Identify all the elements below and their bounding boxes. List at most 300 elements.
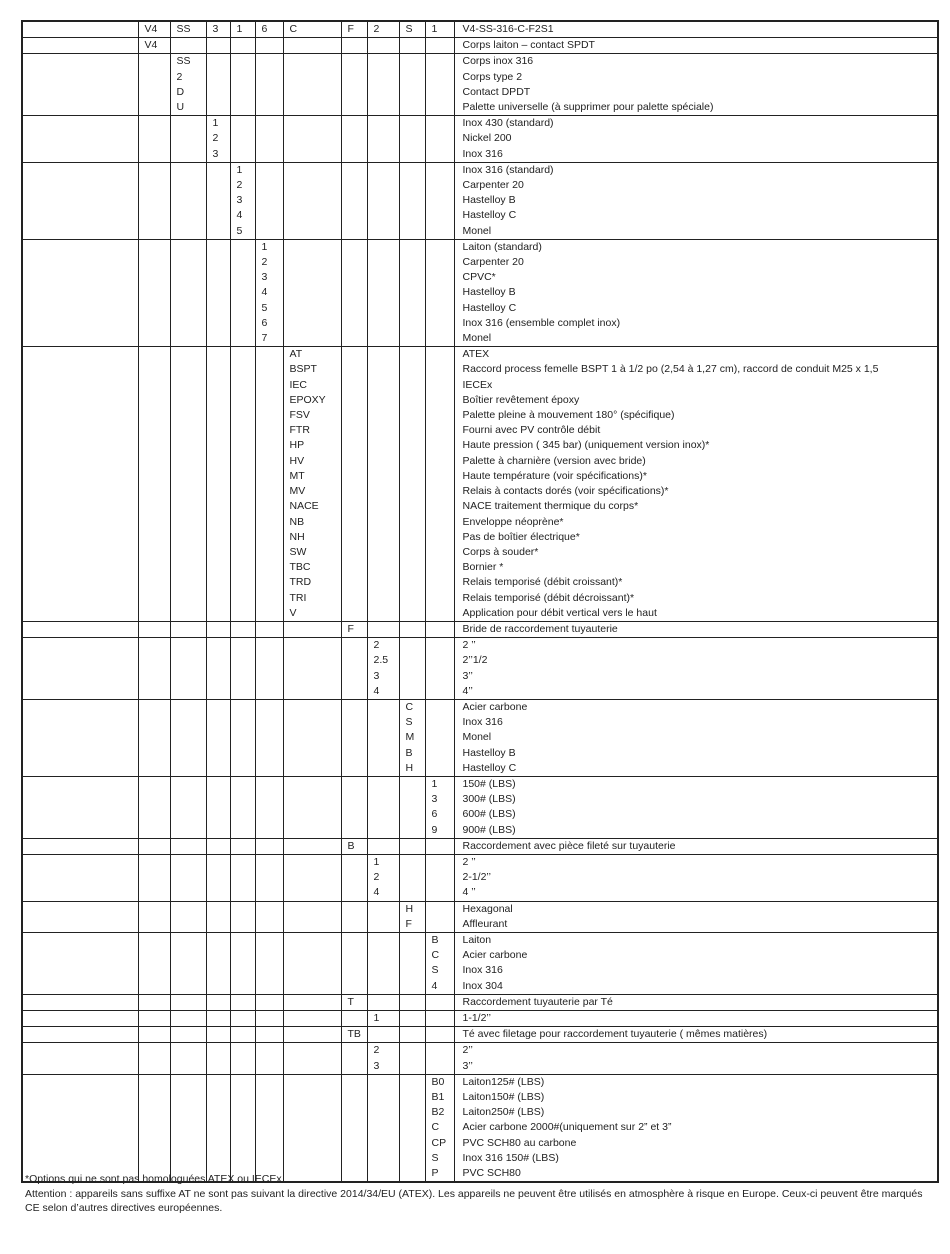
empty-cell — [399, 347, 425, 622]
option-code: SS — [176, 55, 191, 68]
empty-cell — [255, 699, 283, 776]
description-cell — [454, 347, 938, 622]
option-code: NH — [289, 530, 305, 543]
option-code: C — [431, 949, 440, 962]
option-description: Boîtier revêtement époxy — [462, 393, 580, 406]
header-code-cell: SS — [170, 21, 206, 38]
empty-cell — [230, 239, 255, 346]
empty-cell — [138, 994, 170, 1010]
empty-cell — [138, 776, 170, 838]
option-description: Affleurant — [462, 917, 508, 930]
option-code: 2.5 — [373, 654, 389, 667]
empty-cell — [283, 932, 341, 994]
empty-cell — [170, 162, 206, 239]
empty-cell — [341, 1011, 367, 1027]
option-group-row — [22, 116, 938, 163]
option-description: CPVC* — [462, 271, 496, 284]
option-description: Fourni avec PV contrôle débit — [462, 424, 601, 437]
empty-cell — [425, 116, 454, 163]
option-code: 1 — [261, 240, 268, 253]
option-description: Laiton250# (LBS) — [462, 1106, 545, 1119]
empty-cell — [399, 116, 425, 163]
option-description: 3’’ — [462, 669, 473, 682]
option-group-row — [22, 854, 938, 901]
empty-cell — [399, 162, 425, 239]
empty-cell — [170, 116, 206, 163]
empty-cell — [283, 116, 341, 163]
option-group-row — [22, 699, 938, 776]
header-code-cell: 1 — [230, 21, 255, 38]
option-description: Hastelloy C — [462, 761, 517, 774]
empty-cell — [425, 1011, 454, 1027]
option-code: 3 — [373, 669, 380, 682]
empty-cell — [255, 932, 283, 994]
option-description: Raccord process femelle BSPT 1 à 1/2 po (2,54 à 1,27 cm), raccord de conduit M25 x 1,5 — [462, 363, 879, 376]
empty-cell — [255, 901, 283, 932]
option-description: Corps inox 316 — [462, 55, 534, 68]
empty-cell — [138, 162, 170, 239]
empty-cell — [206, 347, 230, 622]
empty-cell — [255, 38, 283, 54]
empty-cell — [399, 854, 425, 901]
option-code: EPOXY — [289, 393, 326, 406]
empty-cell — [283, 901, 341, 932]
description-cell — [454, 638, 938, 700]
empty-cell — [283, 838, 341, 854]
option-description: Hastelloy C — [462, 301, 517, 314]
empty-cell — [138, 621, 170, 637]
option-description: 3’’ — [462, 1059, 473, 1072]
empty-cell — [138, 239, 170, 346]
empty-cell — [399, 1027, 425, 1043]
option-code: B0 — [431, 1075, 445, 1088]
empty-cell — [425, 901, 454, 932]
empty-cell — [255, 776, 283, 838]
code-cell — [341, 1027, 367, 1043]
code-cell — [170, 54, 206, 116]
code-cell — [367, 854, 399, 901]
empty-cell — [341, 638, 367, 700]
option-description: Corps à souder* — [462, 545, 539, 558]
header-code-cell: 3 — [206, 21, 230, 38]
description-cell — [454, 1011, 938, 1027]
empty-cell — [341, 901, 367, 932]
empty-cell — [367, 1074, 399, 1182]
option-group-row — [22, 162, 938, 239]
option-code: 1 — [236, 163, 243, 176]
empty-cell — [170, 838, 206, 854]
option-code: 3 — [212, 147, 219, 160]
header-blank-cell — [22, 21, 138, 38]
empty-cell — [341, 54, 367, 116]
empty-cell — [367, 54, 399, 116]
option-description: Inox 316 150# (LBS) — [462, 1151, 559, 1164]
option-description: Laiton125# (LBS) — [462, 1075, 545, 1088]
option-code: 2 — [176, 70, 183, 83]
option-code: TBC — [289, 561, 311, 574]
empty-cell — [206, 1027, 230, 1043]
option-description: 900# (LBS) — [462, 823, 516, 836]
option-code: B — [347, 839, 355, 852]
option-code: NACE — [289, 500, 319, 513]
option-code: U — [176, 101, 185, 114]
option-description: Inox 316 (standard) — [462, 163, 554, 176]
option-code: AT — [289, 348, 303, 361]
empty-cell — [283, 239, 341, 346]
option-description: Acier carbone 2000#(uniquement sur 2” et 3” — [462, 1121, 672, 1134]
empty-cell — [170, 638, 206, 700]
option-group-row — [22, 1011, 938, 1027]
empty-cell — [206, 1043, 230, 1074]
empty-cell — [138, 838, 170, 854]
description-cell — [454, 621, 938, 637]
option-description: Monel — [462, 731, 492, 744]
description-cell — [454, 1027, 938, 1043]
description-cell — [454, 1074, 938, 1182]
option-code: FSV — [289, 409, 310, 422]
empty-cell — [206, 994, 230, 1010]
header-code-cell: S — [399, 21, 425, 38]
option-code: SW — [289, 545, 307, 558]
header-code-cell: F — [341, 21, 367, 38]
option-code: 4 — [236, 209, 243, 222]
empty-cell — [22, 1011, 138, 1027]
option-description: Inox 316 — [462, 716, 503, 729]
option-code: 5 — [236, 224, 243, 237]
empty-cell — [255, 1043, 283, 1074]
empty-cell — [230, 621, 255, 637]
empty-cell — [22, 54, 138, 116]
empty-cell — [206, 1074, 230, 1182]
empty-cell — [399, 38, 425, 54]
table-body — [22, 21, 938, 1182]
header-example-code: V4-SS-316-C-F2S1 — [454, 21, 938, 38]
empty-cell — [399, 638, 425, 700]
empty-cell — [399, 838, 425, 854]
description-cell — [454, 116, 938, 163]
empty-cell — [138, 699, 170, 776]
empty-cell — [230, 854, 255, 901]
option-description: Hastelloy B — [462, 286, 516, 299]
empty-cell — [206, 54, 230, 116]
code-cell — [341, 838, 367, 854]
empty-cell — [283, 162, 341, 239]
code-cell — [399, 901, 425, 932]
option-description: 300# (LBS) — [462, 793, 516, 806]
empty-cell — [170, 239, 206, 346]
option-code: 3 — [373, 1059, 380, 1072]
empty-cell — [230, 638, 255, 700]
empty-cell — [22, 1074, 138, 1182]
empty-cell — [22, 1043, 138, 1074]
option-code: C — [405, 700, 414, 713]
empty-cell — [170, 932, 206, 994]
header-code-cell: 2 — [367, 21, 399, 38]
option-code: MV — [289, 485, 306, 498]
option-code: 1 — [212, 117, 219, 130]
empty-cell — [138, 1027, 170, 1043]
empty-cell — [22, 638, 138, 700]
empty-cell — [170, 347, 206, 622]
option-code: 5 — [261, 301, 268, 314]
empty-cell — [138, 1043, 170, 1074]
option-code: B — [405, 746, 413, 759]
empty-cell — [255, 621, 283, 637]
empty-cell — [230, 1011, 255, 1027]
empty-cell — [22, 621, 138, 637]
empty-cell — [22, 854, 138, 901]
option-code: NB — [289, 515, 305, 528]
empty-cell — [255, 162, 283, 239]
model-code-table — [21, 20, 939, 1183]
empty-cell — [425, 162, 454, 239]
description-cell — [454, 838, 938, 854]
empty-cell — [283, 1074, 341, 1182]
option-description: 4’’ — [462, 684, 473, 697]
option-description: 600# (LBS) — [462, 808, 516, 821]
option-description: Laiton (standard) — [462, 240, 542, 253]
description-cell — [454, 699, 938, 776]
empty-cell — [170, 38, 206, 54]
empty-cell — [341, 1074, 367, 1182]
footnotes — [25, 1172, 935, 1216]
empty-cell — [22, 239, 138, 346]
empty-cell — [170, 1074, 206, 1182]
empty-cell — [138, 1011, 170, 1027]
empty-cell — [230, 994, 255, 1010]
option-code: 1 — [373, 1012, 380, 1024]
code-cell — [425, 776, 454, 838]
empty-cell — [367, 838, 399, 854]
code-cell — [367, 638, 399, 700]
option-code: 2 — [373, 1044, 380, 1057]
option-description: Hastelloy B — [462, 746, 516, 759]
empty-cell — [138, 347, 170, 622]
header-code-cell: 6 — [255, 21, 283, 38]
option-code: H — [405, 761, 414, 774]
option-description: Hexagonal — [462, 902, 513, 915]
empty-cell — [425, 838, 454, 854]
empty-cell — [425, 699, 454, 776]
option-code: 1 — [373, 855, 380, 868]
description-cell — [454, 38, 938, 54]
code-cell — [230, 162, 255, 239]
empty-cell — [283, 1027, 341, 1043]
code-cell — [367, 1043, 399, 1074]
option-code: B — [431, 933, 439, 946]
footnote-atex: *Options qui ne sont pas homologuées ATEX ou IECEx — [25, 1173, 282, 1185]
empty-cell — [255, 994, 283, 1010]
option-description: Relais temporisé (débit croissant)* — [462, 576, 623, 589]
option-code: HP — [289, 439, 305, 452]
empty-cell — [425, 854, 454, 901]
empty-cell — [230, 1074, 255, 1182]
option-description: PVC SCH80 au carbone — [462, 1136, 577, 1149]
empty-cell — [399, 1074, 425, 1182]
empty-cell — [283, 854, 341, 901]
empty-cell — [255, 116, 283, 163]
empty-cell — [341, 38, 367, 54]
option-code: C — [431, 1121, 440, 1134]
empty-cell — [170, 699, 206, 776]
description-cell — [454, 901, 938, 932]
option-description: Relais temporisé (débit décroissant)* — [462, 591, 635, 604]
empty-cell — [425, 638, 454, 700]
option-description: 1-1/2’’ — [462, 1012, 491, 1024]
empty-cell — [170, 901, 206, 932]
empty-cell — [230, 1027, 255, 1043]
description-cell — [454, 1043, 938, 1074]
option-code: 4 — [373, 684, 380, 697]
option-code: B2 — [431, 1106, 445, 1119]
empty-cell — [170, 1043, 206, 1074]
option-code: V4 — [144, 39, 158, 52]
empty-cell — [170, 1011, 206, 1027]
option-description: Relais à contacts dorés (voir spécifications)* — [462, 485, 669, 498]
empty-cell — [138, 638, 170, 700]
option-description: 2-1/2’’ — [462, 871, 491, 884]
option-description: Corps laiton – contact SPDT — [462, 39, 595, 52]
option-description: 2 ’’ — [462, 639, 476, 652]
option-code: 3 — [261, 271, 268, 284]
option-group-row — [22, 932, 938, 994]
option-code: 2 — [373, 871, 380, 884]
empty-cell — [399, 932, 425, 994]
empty-cell — [206, 901, 230, 932]
empty-cell — [367, 239, 399, 346]
empty-cell — [230, 776, 255, 838]
option-code: T — [347, 995, 354, 1008]
empty-cell — [255, 1027, 283, 1043]
option-code: D — [176, 85, 185, 98]
empty-cell — [255, 54, 283, 116]
header-code-cell: C — [283, 21, 341, 38]
option-description: Inox 316 (ensemble complet inox) — [462, 316, 621, 329]
option-code: 4 — [261, 286, 268, 299]
description-cell — [454, 162, 938, 239]
description-cell — [454, 994, 938, 1010]
empty-cell — [138, 54, 170, 116]
option-description: Corps type 2 — [462, 70, 523, 83]
option-description: 150# (LBS) — [462, 777, 516, 790]
empty-cell — [206, 638, 230, 700]
option-description: Bornier * — [462, 561, 504, 574]
empty-cell — [22, 994, 138, 1010]
option-description: 4 ’’ — [462, 886, 476, 899]
empty-cell — [367, 932, 399, 994]
option-code: 2 — [212, 132, 219, 145]
empty-cell — [230, 838, 255, 854]
empty-cell — [341, 162, 367, 239]
code-cell — [399, 699, 425, 776]
option-code: H — [405, 902, 414, 915]
option-description: Laiton150# (LBS) — [462, 1091, 545, 1104]
code-cell — [283, 347, 341, 622]
empty-cell — [206, 776, 230, 838]
option-group-row — [22, 1027, 938, 1043]
empty-cell — [230, 347, 255, 622]
option-code: 4 — [431, 979, 438, 992]
option-description: 2 ’’ — [462, 855, 476, 868]
option-code: 3 — [431, 793, 438, 806]
empty-cell — [206, 38, 230, 54]
empty-cell — [170, 854, 206, 901]
empty-cell — [22, 1027, 138, 1043]
option-code: 7 — [261, 332, 268, 345]
option-description: Raccordement tuyauterie par Té — [462, 995, 613, 1008]
option-description: Inox 316 — [462, 147, 503, 160]
empty-cell — [425, 54, 454, 116]
empty-cell — [255, 638, 283, 700]
description-cell — [454, 54, 938, 116]
option-code: HV — [289, 454, 305, 467]
description-cell — [454, 776, 938, 838]
empty-cell — [367, 1027, 399, 1043]
code-cell — [138, 38, 170, 54]
empty-cell — [341, 854, 367, 901]
empty-cell — [425, 621, 454, 637]
option-group-row — [22, 621, 938, 637]
option-description: Inox 304 — [462, 979, 503, 992]
empty-cell — [255, 854, 283, 901]
empty-cell — [138, 854, 170, 901]
option-description: Carpenter 20 — [462, 179, 524, 192]
empty-cell — [22, 162, 138, 239]
option-code: F — [405, 917, 412, 930]
option-code: F — [347, 622, 354, 635]
empty-cell — [22, 38, 138, 54]
empty-cell — [283, 38, 341, 54]
option-code: TRD — [289, 576, 312, 589]
empty-cell — [206, 239, 230, 346]
option-code: P — [431, 1167, 439, 1180]
empty-cell — [367, 776, 399, 838]
option-code: 1 — [431, 777, 438, 790]
empty-cell — [341, 1043, 367, 1074]
empty-cell — [399, 1011, 425, 1027]
option-description: Hastelloy B — [462, 194, 516, 207]
option-group-row — [22, 901, 938, 932]
option-group-row — [22, 838, 938, 854]
empty-cell — [255, 347, 283, 622]
empty-cell — [170, 994, 206, 1010]
empty-cell — [170, 621, 206, 637]
option-code: FTR — [289, 424, 310, 437]
option-code: TB — [347, 1028, 361, 1041]
option-description: Monel — [462, 224, 492, 237]
footnote-warning: Attention : appareils sans suffixe AT ne sont pas suivant la directive 2014/34/EU (ATEX). Les appareils ne peuvent être utilisés en atmosphère à risque en Europe. Ceux-ci peuvent être marqués CE selon d’autres directives européennes. — [25, 1187, 923, 1214]
empty-cell — [206, 1011, 230, 1027]
empty-cell — [138, 1074, 170, 1182]
empty-cell — [22, 901, 138, 932]
option-description: Monel — [462, 332, 492, 345]
option-code: 6 — [431, 808, 438, 821]
empty-cell — [206, 932, 230, 994]
empty-cell — [399, 239, 425, 346]
empty-cell — [283, 699, 341, 776]
description-cell — [454, 932, 938, 994]
empty-cell — [283, 1011, 341, 1027]
empty-cell — [22, 776, 138, 838]
option-description: Carpenter 20 — [462, 256, 524, 269]
header-code-cell: 1 — [425, 21, 454, 38]
empty-cell — [22, 116, 138, 163]
option-code: 2 — [373, 639, 380, 652]
empty-cell — [230, 54, 255, 116]
option-description: Contact DPDT — [462, 85, 531, 98]
empty-cell — [230, 932, 255, 994]
option-code: 9 — [431, 823, 438, 836]
